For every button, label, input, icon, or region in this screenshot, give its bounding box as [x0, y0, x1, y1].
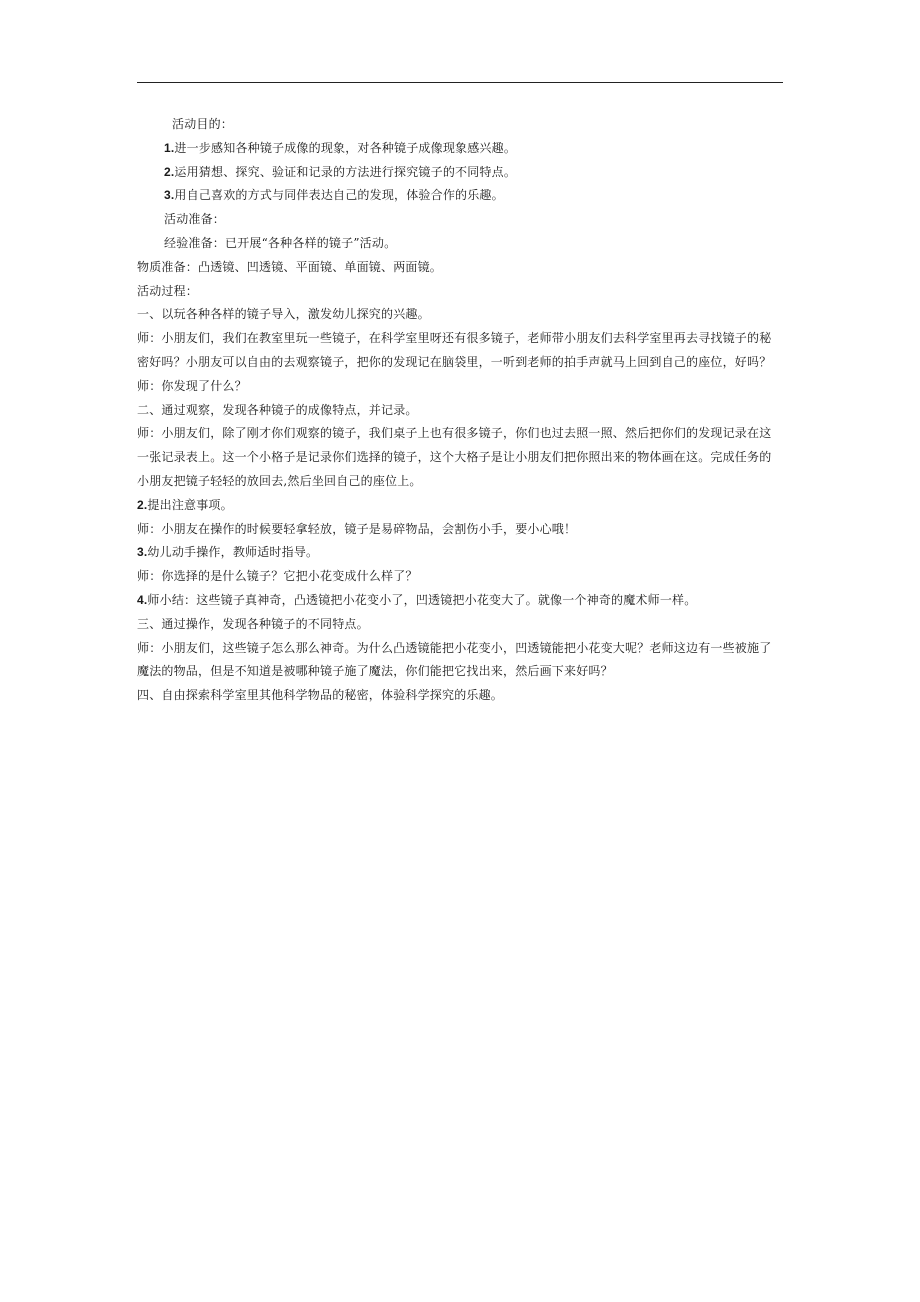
- step-text: 幼儿动手操作，教师适时指导。: [147, 545, 319, 560]
- teacher-dialogue: 师：你选择的是什么镜子？它把小花变成什么样了？: [137, 569, 418, 584]
- step-number: 2.: [137, 497, 148, 512]
- document-body: [137, 113, 783, 708]
- step-item: [137, 589, 783, 613]
- goal-item: [137, 137, 783, 161]
- step-item: [137, 494, 783, 518]
- goal-number: 2.: [164, 164, 175, 179]
- section-title: 三、通过操作，发现各种镜子的不同特点。: [137, 616, 369, 631]
- prep-experience: 经验准备：已开展“各种各样的镜子”活动。: [164, 235, 397, 250]
- section-title: 一、以玩各种各样的镜子导入，激发幼儿探究的兴趣。: [137, 307, 430, 322]
- prep-material: 物质准备：凸透镜、凹透镜、平面镜、单面镜、两面镜。: [137, 259, 443, 274]
- section-title: 四、自由探索科学室里其他科学物品的秘密，体验科学探究的乐趣。: [137, 688, 504, 703]
- teacher-dialogue: 师：你发现了什么？: [137, 378, 247, 393]
- prep-heading: 活动准备：: [164, 212, 226, 227]
- goal-text: 进一步感知各种镜子成像的现象，对各种镜子成像现象感兴趣。: [174, 140, 517, 155]
- process-heading: 活动过程：: [137, 283, 199, 298]
- goal-number: 3.: [164, 188, 175, 203]
- header-rule: [137, 82, 783, 83]
- teacher-dialogue: 师：小朋友们，除了刚才你们观察的镜子，我们桌子上也有很多镜子，你们也过去照一照、然后把你们的发现记录在这一张记录表上。这一个小格子是记录你们选择的镜子，这个大格子是让小朋友们把你照出来的物体画在这。完成任务的小朋友把镜子轻轻的放回去,然后坐回自己的座位上。: [137, 426, 772, 488]
- teacher-dialogue: 师：小朋友们，我们在教室里玩一些镜子，在科学室里呀还有很多镜子，老师带小朋友们去科学室里再去寻找镜子的秘密好吗？小朋友可以自由的去观察镜子，把你的发现记在脑袋里，一听到老师的拍手声就马上回到自己的座位，好吗？: [137, 331, 772, 369]
- section-title: 二、通过观察，发现各种镜子的成像特点，并记录。: [137, 402, 418, 417]
- goal-text: 用自己喜欢的方式与同伴表达自己的发现，体验合作的乐趣。: [174, 188, 504, 203]
- teacher-dialogue: 师：小朋友在操作的时候要轻拿轻放，镜子是易碎物品，会割伤小手，要小心哦！: [137, 521, 577, 536]
- goal-item: [137, 161, 783, 185]
- goal-item: [137, 184, 783, 208]
- step-text: 提出注意事项。: [147, 497, 233, 512]
- step-item: [137, 541, 783, 565]
- step-number: 3.: [137, 545, 148, 560]
- goal-number: 1.: [164, 140, 175, 155]
- step-number: 4.: [137, 592, 148, 607]
- teacher-dialogue: 师：小朋友们，这些镜子怎么那么神奇。为什么凸透镜能把小花变小，凹透镜能把小花变大呢？老师这边有一些被施了魔法的物品，但是不知道是被哪种镜子施了魔法，你们能把它找出来，然后画下来好吗？: [137, 640, 772, 679]
- step-text: 师小结：这些镜子真神奇，凸透镜把小花变小了，凹透镜把小花变大了。就像一个神奇的魔术师一样。: [147, 592, 697, 607]
- goal-text: 运用猜想、探究、验证和记录的方法进行探究镜子的不同特点。: [174, 164, 517, 179]
- goal-heading: 活动目的：: [172, 117, 234, 131]
